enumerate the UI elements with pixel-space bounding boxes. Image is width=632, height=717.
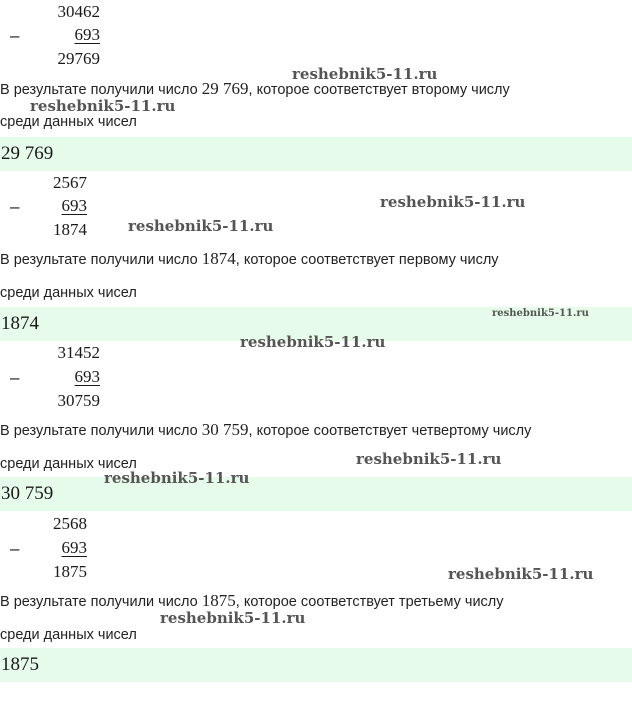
minus-sign: –: [10, 368, 20, 387]
subtrahend: 693: [61, 538, 87, 557]
minuend: 2568: [53, 514, 87, 533]
sentence-number: 1874: [201, 249, 236, 268]
sentence-text: В результате получили число: [0, 252, 202, 268]
minus-sign: –: [10, 539, 20, 558]
sentence-number: 1875: [201, 591, 236, 610]
subtrahend: 693: [74, 25, 100, 44]
watermark: reshebnik5-11.ru: [292, 65, 438, 83]
watermark: reshebnik5-11.ru: [104, 469, 250, 487]
watermark: reshebnik5-11.ru: [160, 609, 306, 627]
sentence-text: В результате получили число: [0, 594, 202, 610]
answer-value: 30 759: [1, 483, 54, 504]
sentence-number: 30 759: [201, 420, 249, 439]
result-sentence-2-line2: среди данных чисел: [0, 285, 137, 301]
minuend: 2567: [53, 173, 87, 192]
sentence-text: В результате получили число: [0, 82, 202, 98]
answer-value: 1875: [1, 654, 39, 675]
minus-sign: –: [10, 26, 20, 45]
answer-box-4: [0, 648, 632, 682]
sentence-text: , которое соответствует второму числу: [248, 82, 510, 98]
difference: 1874: [53, 220, 87, 239]
watermark: reshebnik5-11.ru: [492, 308, 589, 319]
answer-value: 1874: [1, 313, 39, 334]
answer-box-1: [0, 137, 632, 171]
watermark: reshebnik5-11.ru: [448, 565, 594, 583]
result-sentence-1-line2: среди данных чисел: [0, 114, 137, 130]
watermark: reshebnik5-11.ru: [128, 217, 274, 235]
sentence-text: , которое соответствует четвертому числу: [248, 423, 532, 439]
sentence-number: 29 769: [201, 79, 249, 98]
minuend: 30462: [57, 2, 100, 21]
subtrahend: 693: [74, 367, 100, 386]
watermark: reshebnik5-11.ru: [240, 333, 386, 351]
difference: 29769: [57, 49, 100, 68]
answer-value: 29 769: [1, 143, 54, 164]
answer-box-3: [0, 477, 632, 511]
difference: 1875: [53, 562, 87, 581]
subtrahend: 693: [61, 196, 87, 215]
sentence-text: , которое соответствует первому числу: [235, 252, 499, 268]
minuend: 31452: [57, 343, 100, 362]
result-sentence-2: [0, 250, 499, 269]
watermark: reshebnik5-11.ru: [30, 97, 176, 115]
result-sentence-3: [0, 421, 531, 440]
result-sentence-4-line2: среди данных чисел: [0, 627, 137, 643]
watermark: reshebnik5-11.ru: [380, 193, 526, 211]
difference: 30759: [57, 391, 100, 410]
sentence-text: В результате получили число: [0, 423, 202, 439]
minus-sign: –: [10, 197, 20, 216]
watermark: reshebnik5-11.ru: [356, 450, 502, 468]
result-sentence-3-line2: среди данных чисел: [0, 456, 137, 472]
sentence-text: , которое соответствует третьему числу: [235, 594, 504, 610]
